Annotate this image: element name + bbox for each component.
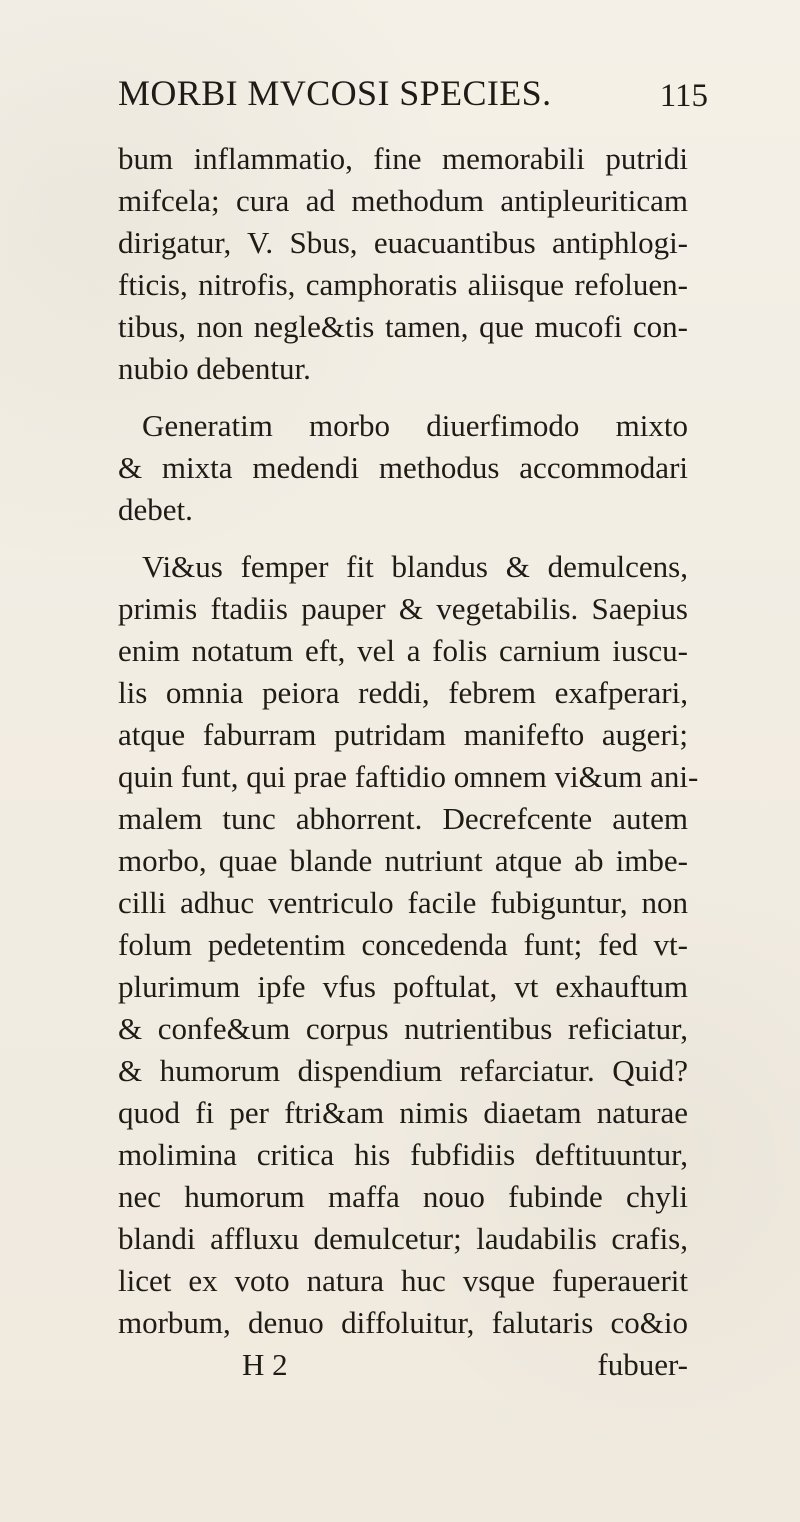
paragraph-gap <box>118 531 688 546</box>
paragraph-first-line: Generatim morbo diuerfimodo mixto <box>142 408 688 443</box>
text-line: nec humorum maffa nouo fubinde chyli <box>118 1179 688 1214</box>
text-line: lis omnia peiora reddi, febrem exafperari, <box>118 675 688 710</box>
text-line: quin funt, qui prae faftidio omnem vi&um ani- <box>118 759 699 794</box>
text-line: nubio debentur. <box>118 351 311 386</box>
text-line: fticis, nitrofis, camphoratis aliisque refoluen- <box>118 267 688 302</box>
paragraph-first-line: Vi&us femper fit blandus & demulcens, <box>142 549 688 584</box>
text-line: bum inflammatio, fine memorabili putridi <box>118 141 688 176</box>
text-line: primis ftadiis pauper & vegetabilis. Saepius <box>118 591 688 626</box>
text-line: & mixta medendi methodus accommodari <box>118 450 688 485</box>
signature-mark: H 2 <box>242 1347 288 1382</box>
text-line: molimina critica his fubfidiis deftituuntur, <box>118 1137 688 1172</box>
text-line: malem tunc abhorrent. Decrefcente autem <box>118 801 688 836</box>
text-line: atque faburram putridam manifefto augeri; <box>118 717 688 752</box>
text-line: plurimum ipfe vfus poftulat, vt exhauftum <box>118 969 688 1004</box>
text-line: tibus, non negle&tis tamen, que mucofi con- <box>118 309 688 344</box>
text-line: licet ex voto natura huc vsque fuperauerit <box>118 1263 688 1298</box>
text-line: folum pedetentim concedenda funt; fed vt- <box>118 927 688 962</box>
text-line: quod fi per ftri&am nimis diaetam naturae <box>118 1095 688 1130</box>
text-line: enim notatum eft, vel a folis carnium iuscu- <box>118 633 688 668</box>
running-title: MORBI MVCOSI SPECIES. <box>118 73 552 113</box>
page-header <box>118 72 708 114</box>
text-line: mifcela; cura ad methodum antipleuriticam <box>118 183 688 218</box>
text-line: debet. <box>118 492 193 527</box>
text-line: & confe&um corpus nutrientibus reficiatur, <box>118 1011 688 1046</box>
text-line: morbo, quae blande nutriunt atque ab imbe- <box>118 843 688 878</box>
main-text <box>118 138 699 1386</box>
text-line: cilli adhuc ventriculo facile fubiguntur, non <box>118 885 688 920</box>
text-line: blandi affluxu demulcetur; laudabilis crafis, <box>118 1221 688 1256</box>
text-line: dirigatur, V. Sbus, euacuantibus antiphlogi- <box>118 225 688 260</box>
text-line: morbum, denuo diffoluitur, falutaris co&io <box>118 1305 688 1340</box>
catchword: fubuer- <box>597 1347 688 1382</box>
page-footer <box>118 1344 688 1386</box>
page-number: 115 <box>659 78 708 114</box>
paragraph-gap <box>118 390 688 405</box>
text-line: & humorum dispendium refarciatur. Quid? <box>118 1053 688 1088</box>
